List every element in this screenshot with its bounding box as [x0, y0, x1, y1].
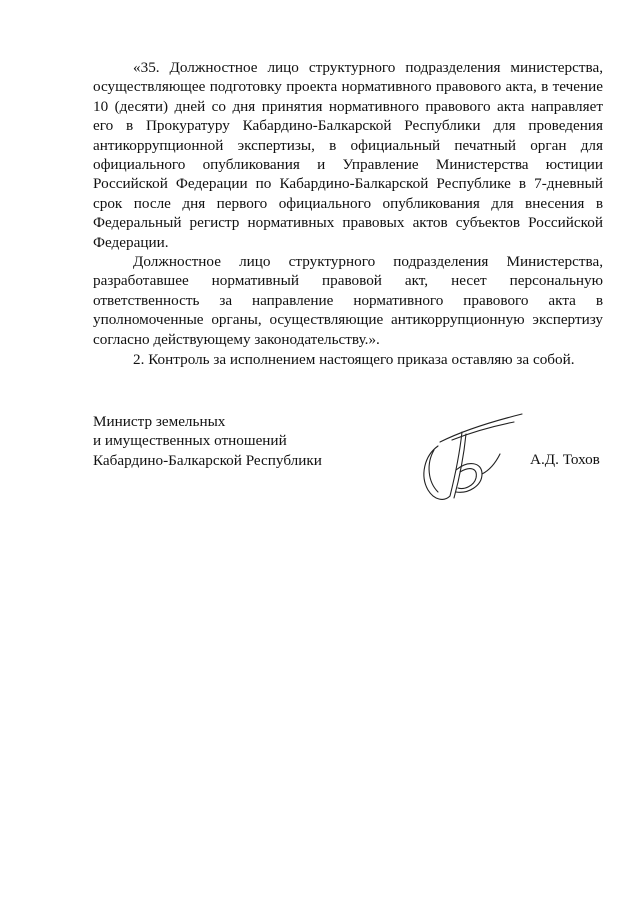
paragraph-item-2: 2. Контроль за исполнением настоящего приказа оставляю за собой.: [133, 351, 575, 369]
position-line: и имущественных отношений: [93, 432, 287, 450]
document-body: [93, 58, 603, 370]
paragraph-responsibility: Должностное лицо структурного подразделения Министерства, разработавшее нормативный правовой акт, несет персональную ответственность за направление нормативного правового акта в уполномоченные органы, осуществляющие антикоррупционную экспертизу согласно действующему законодательству.».: [93, 253, 603, 348]
position-line: Кабардино-Балкарской Республики: [93, 451, 322, 469]
signer-name: А.Д. Тохов: [530, 451, 600, 468]
handwritten-signature: [410, 410, 525, 510]
paragraph-35: «35. Должностное лицо структурного подразделения министерства, осуществляющее подготовку проекта нормативного правового акта, в течение 10 (десяти) дней со дня принятия нормативного правового акта направляет его в Прокуратуру Кабардино-Балкарской Республики для проведения антикоррупционной экспертизы, в официальный печатный орган для официального опубликования и Управление Министерства юстиции Российской Федерации по Кабардино-Балкарской Республике в 7-дневный срок после дня первого официального опубликования для внесения в Федеральный регистр нормативных правовых актов субъектов Российской Федерации.: [93, 59, 603, 251]
signatory-position: [93, 412, 353, 470]
position-line: Министр земельных: [93, 413, 226, 430]
